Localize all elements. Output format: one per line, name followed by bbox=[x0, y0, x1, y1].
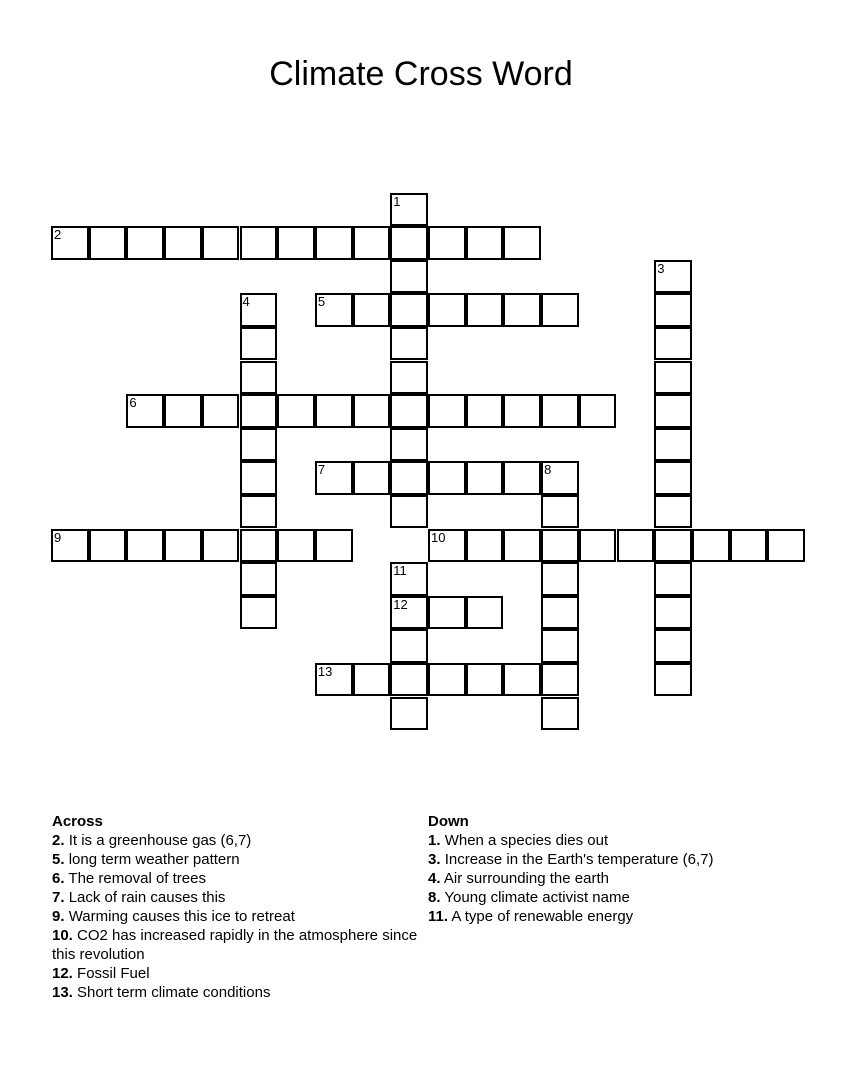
crossword-cell[interactable] bbox=[466, 461, 504, 495]
clue-item bbox=[52, 983, 422, 1002]
clue-number: 5. bbox=[52, 851, 65, 868]
crossword-cell[interactable] bbox=[579, 529, 617, 563]
crossword-cell[interactable] bbox=[654, 663, 692, 697]
cell-number: 3 bbox=[657, 260, 665, 276]
cell-number: 9 bbox=[54, 529, 62, 545]
clue-item bbox=[52, 907, 422, 926]
crossword-cell[interactable] bbox=[390, 193, 428, 227]
crossword-cell[interactable] bbox=[277, 394, 315, 428]
across-heading: Across bbox=[52, 813, 103, 830]
crossword-cell[interactable] bbox=[240, 428, 278, 462]
clue-text: Young climate activist name bbox=[444, 889, 630, 906]
crossword-cell[interactable] bbox=[541, 394, 579, 428]
crossword-cell[interactable] bbox=[503, 226, 541, 260]
crossword-cell[interactable] bbox=[315, 461, 353, 495]
crossword-cell[interactable] bbox=[730, 529, 768, 563]
crossword-cell[interactable] bbox=[390, 461, 428, 495]
clue-text: Warming causes this ice to retreat bbox=[68, 908, 295, 925]
cell-number: 4 bbox=[242, 294, 250, 310]
crossword-cell[interactable] bbox=[654, 394, 692, 428]
clue-text: CO2 has increased rapidly in the atmosphere since this revolution bbox=[52, 927, 418, 963]
down-clues bbox=[428, 812, 828, 926]
crossword-cell[interactable] bbox=[541, 596, 579, 630]
crossword-cell[interactable] bbox=[390, 394, 428, 428]
crossword-cell[interactable] bbox=[277, 529, 315, 563]
crossword-cell[interactable] bbox=[503, 529, 541, 563]
crossword-cell[interactable] bbox=[654, 260, 692, 294]
crossword-cell[interactable] bbox=[202, 226, 240, 260]
crossword-cell[interactable] bbox=[240, 293, 278, 327]
clue-item bbox=[428, 907, 828, 926]
crossword-cell[interactable] bbox=[164, 394, 202, 428]
crossword-cell[interactable] bbox=[617, 529, 655, 563]
crossword-cell[interactable] bbox=[654, 461, 692, 495]
crossword-cell[interactable] bbox=[315, 226, 353, 260]
cell-number: 2 bbox=[54, 227, 62, 243]
crossword-cell[interactable] bbox=[390, 226, 428, 260]
crossword-cell[interactable] bbox=[541, 495, 579, 529]
clue-text: Lack of rain causes this bbox=[68, 889, 226, 906]
crossword-cell[interactable] bbox=[240, 596, 278, 630]
cell-number: 7 bbox=[317, 462, 326, 478]
clue-text: Fossil Fuel bbox=[77, 965, 150, 982]
crossword-cell[interactable] bbox=[240, 226, 278, 260]
crossword-cell[interactable] bbox=[466, 529, 504, 563]
across-clue-list bbox=[52, 831, 422, 1002]
page-title: Climate Cross Word bbox=[269, 55, 573, 93]
crossword-cell[interactable] bbox=[466, 293, 504, 327]
crossword-cell[interactable] bbox=[390, 697, 428, 731]
cell-number: 13 bbox=[317, 663, 333, 679]
crossword-cell[interactable] bbox=[240, 562, 278, 596]
clue-item bbox=[428, 831, 828, 850]
crossword-cell[interactable] bbox=[579, 394, 617, 428]
crossword-cell[interactable] bbox=[541, 562, 579, 596]
crossword-cell[interactable] bbox=[390, 428, 428, 462]
crossword-cell[interactable] bbox=[692, 529, 730, 563]
clue-number: 10. bbox=[52, 927, 73, 944]
crossword-cell[interactable] bbox=[428, 461, 466, 495]
clue-number: 11. bbox=[428, 908, 449, 925]
crossword-cell[interactable] bbox=[126, 394, 164, 428]
crossword-cell[interactable] bbox=[654, 596, 692, 630]
crossword-cell[interactable] bbox=[390, 260, 428, 294]
clue-number: 4. bbox=[428, 870, 441, 887]
crossword-cell[interactable] bbox=[390, 663, 428, 697]
clue-text: When a species dies out bbox=[444, 832, 609, 849]
cell-number: 12 bbox=[393, 596, 408, 612]
clue-item bbox=[52, 869, 422, 888]
clue-text: Increase in the Earth's temperature (6,7) bbox=[444, 851, 714, 868]
crossword-cell[interactable] bbox=[654, 495, 692, 529]
crossword-cell[interactable] bbox=[315, 394, 353, 428]
cell-number: 10 bbox=[431, 529, 446, 545]
clue-number: 3. bbox=[428, 851, 441, 868]
crossword-cell[interactable] bbox=[315, 529, 353, 563]
clue-number: 12. bbox=[52, 965, 73, 982]
clue-text: Short term climate conditions bbox=[77, 984, 271, 1001]
cell-number: 5 bbox=[317, 294, 326, 310]
clue-item bbox=[428, 888, 828, 907]
crossword-cell[interactable] bbox=[353, 293, 391, 327]
crossword-cell[interactable] bbox=[240, 327, 278, 361]
crossword-cell[interactable] bbox=[466, 663, 504, 697]
clue-number: 8. bbox=[428, 889, 441, 906]
crossword-cell[interactable] bbox=[654, 428, 692, 462]
crossword-cell[interactable] bbox=[51, 226, 89, 260]
crossword-cell[interactable] bbox=[428, 529, 466, 563]
crossword-cell[interactable] bbox=[503, 394, 541, 428]
crossword-cell[interactable] bbox=[315, 293, 353, 327]
crossword-cell[interactable] bbox=[428, 394, 466, 428]
crossword-cell[interactable] bbox=[466, 596, 504, 630]
crossword-cell[interactable] bbox=[654, 293, 692, 327]
crossword-cell[interactable] bbox=[654, 562, 692, 596]
crossword-cell[interactable] bbox=[126, 226, 164, 260]
crossword-cell[interactable] bbox=[466, 226, 504, 260]
crossword-cell[interactable] bbox=[390, 596, 428, 630]
crossword-cell[interactable] bbox=[353, 394, 391, 428]
crossword-cell[interactable] bbox=[390, 293, 428, 327]
crossword-cell[interactable] bbox=[390, 562, 428, 596]
crossword-cell[interactable] bbox=[202, 394, 240, 428]
crossword-cell[interactable] bbox=[240, 495, 278, 529]
clue-item bbox=[428, 869, 828, 888]
clue-number: 6. bbox=[52, 870, 65, 887]
crossword-cell[interactable] bbox=[126, 529, 164, 563]
clue-number: 2. bbox=[52, 832, 65, 849]
crossword-cell[interactable] bbox=[466, 394, 504, 428]
crossword-cell[interactable] bbox=[503, 293, 541, 327]
down-clue-list bbox=[428, 831, 828, 926]
crossword-cell[interactable] bbox=[390, 361, 428, 395]
cell-number: 8 bbox=[544, 462, 552, 478]
crossword-cell[interactable] bbox=[654, 327, 692, 361]
across-clues bbox=[52, 812, 422, 1002]
crossword-cell[interactable] bbox=[767, 529, 805, 563]
crossword-cell[interactable] bbox=[503, 663, 541, 697]
crossword-cell[interactable] bbox=[51, 529, 89, 563]
cell-number: 1 bbox=[393, 193, 401, 209]
clue-number: 7. bbox=[52, 889, 65, 906]
crossword-cell[interactable] bbox=[240, 461, 278, 495]
crossword-cell[interactable] bbox=[89, 226, 127, 260]
clue-item bbox=[52, 964, 422, 983]
crossword-cell[interactable] bbox=[654, 529, 692, 563]
crossword-cell[interactable] bbox=[240, 529, 278, 563]
clue-text: Air surrounding the earth bbox=[443, 870, 609, 887]
crossword-cell[interactable] bbox=[390, 495, 428, 529]
crossword-cell[interactable] bbox=[89, 529, 127, 563]
clue-text: long term weather pattern bbox=[68, 851, 240, 868]
clue-text: A type of renewable energy bbox=[451, 908, 634, 925]
crossword-cell[interactable] bbox=[428, 226, 466, 260]
crossword-cell[interactable] bbox=[541, 293, 579, 327]
crossword-cell[interactable] bbox=[428, 596, 466, 630]
clue-item bbox=[428, 850, 828, 869]
crossword-cell[interactable] bbox=[353, 461, 391, 495]
clue-number: 9. bbox=[52, 908, 65, 925]
crossword-cell[interactable] bbox=[503, 461, 541, 495]
clue-text: The removal of trees bbox=[68, 870, 206, 887]
clue-item bbox=[52, 926, 422, 964]
crossword-cell[interactable] bbox=[654, 629, 692, 663]
cell-number: 11 bbox=[393, 563, 407, 579]
clue-number: 1. bbox=[428, 832, 441, 849]
crossword-cell[interactable] bbox=[541, 697, 579, 731]
clue-item bbox=[52, 850, 422, 869]
crossword-cell[interactable] bbox=[277, 226, 315, 260]
crossword-cell[interactable] bbox=[390, 327, 428, 361]
cell-number: 6 bbox=[129, 395, 137, 411]
crossword-cell[interactable] bbox=[315, 663, 353, 697]
crossword-cell[interactable] bbox=[428, 663, 466, 697]
crossword-cell[interactable] bbox=[541, 461, 579, 495]
crossword-cell[interactable] bbox=[353, 226, 391, 260]
crossword-cell[interactable] bbox=[541, 663, 579, 697]
crossword-cell[interactable] bbox=[654, 361, 692, 395]
clue-number: 13. bbox=[52, 984, 73, 1001]
clue-text: It is a greenhouse gas (6,7) bbox=[68, 832, 252, 849]
crossword-cell[interactable] bbox=[353, 663, 391, 697]
crossword-cell[interactable] bbox=[390, 629, 428, 663]
crossword-cell[interactable] bbox=[541, 629, 579, 663]
down-heading: Down bbox=[428, 813, 469, 830]
crossword-cell[interactable] bbox=[240, 394, 278, 428]
clue-item bbox=[52, 888, 422, 907]
crossword-cell[interactable] bbox=[541, 529, 579, 563]
crossword-cell[interactable] bbox=[240, 361, 278, 395]
clue-item bbox=[52, 831, 422, 850]
crossword-cell[interactable] bbox=[202, 529, 240, 563]
crossword-cell[interactable] bbox=[164, 529, 202, 563]
crossword-cell[interactable] bbox=[164, 226, 202, 260]
crossword-cell[interactable] bbox=[428, 293, 466, 327]
